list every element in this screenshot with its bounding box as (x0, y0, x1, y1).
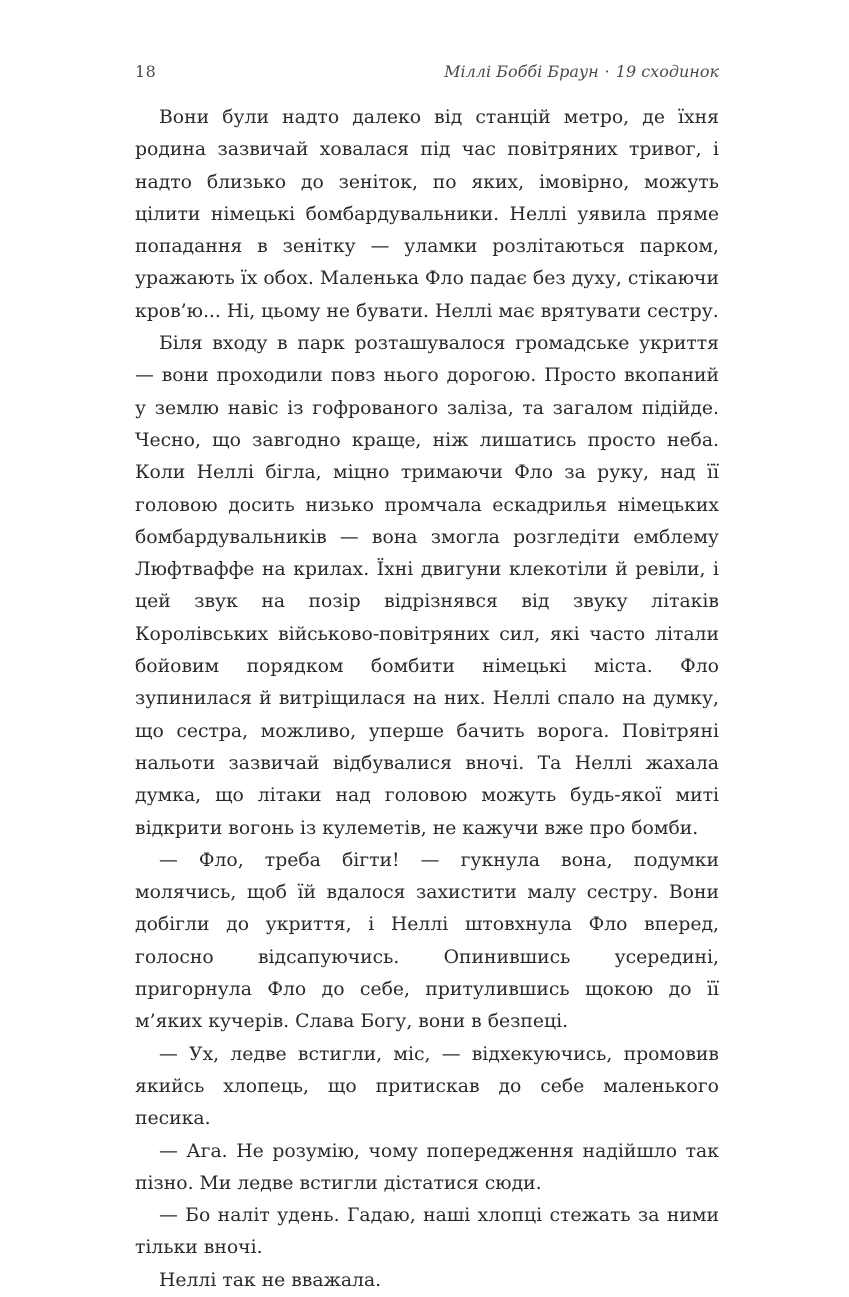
body-text (135, 102, 719, 1297)
running-header (135, 58, 719, 88)
book-title: 19 сходинок (615, 62, 719, 81)
paragraph-6: — Бо наліт удень. Гадаю, наші хлопці стежать за ними тільки вночі. (135, 1205, 719, 1259)
paragraph-5: — Ага. Не розумію, чому попередження надійшло так пізно. Ми ледве встигли дістатися сюди. (135, 1140, 719, 1194)
running-title (444, 62, 719, 81)
paragraph-7: Неллі так не вважала. (159, 1269, 382, 1291)
paragraph-1: Вони були надто далеко від станцій метро, де їхня родина зазвичай ховалася під час повітряних тривог, і надто близько до зеніток, по яких, імовірно, можуть цілити німецькі бомбардувальники. Неллі уявила пряме попадання в зенітку — уламки розлітаються парком, уражають їх обох. Маленька Фло падає без духу, стікаючи кров’ю... Ні, цьому не бувати. Неллі має врятувати сестру. (135, 107, 719, 322)
paragraph-2: Біля входу в парк розташувалося громадське укриття — вони проходили повз нього дорогою. Просто вкопаний у землю навіс із гофрованого заліза, та загалом підійде. Чесно, що завгодно краще, ніж лишатись просто неба. Коли Неллі бігла, міцно тримаючи Фло за руку, над її головою досить низько промчала ескадрилья німецьких бомбардувальників — вона змогла розгледіти емблему Люфтваффе на крилах. Їхні двигуни клекотіли й ревіли, і цей звук на позір відрізнявся від звуку літаків Королівських військово-повітряних сил, які часто літали бойовим порядком бомбити німецькі міста. Фло зупинилася й витріщилася на них. Неллі спало на думку, що сестра, можливо, уперше бачить ворога. Повітряні нальоти зазвичай відбувалися вночі. Та Неллі жахала думка, що літаки над головою можуть будь-якої миті відкрити вогонь із кулеметів, не кажучи вже про бомби. (135, 333, 719, 839)
page-number: 18 (135, 62, 157, 81)
author-name: Міллі Боббі Браун (444, 62, 599, 81)
paragraph-3: — Фло, треба бігти! — гукнула вона, подумки молячись, щоб їй вдалося захистити малу сестру. Вони добігли до укриття, і Неллі штовхнула Фло вперед, голосно відсапуючись. Опинившись усередині, пригорнула Фло до себе, притулившись щокою до її м’яких кучерів. Слава Богу, вони в безпеці. (135, 849, 719, 1033)
title-separator: · (604, 62, 610, 81)
paragraph-4: — Ух, ледве встигли, міс, — відхекуючись, промовив якийсь хлопець, що притискав до себе маленького песика. (135, 1043, 719, 1130)
